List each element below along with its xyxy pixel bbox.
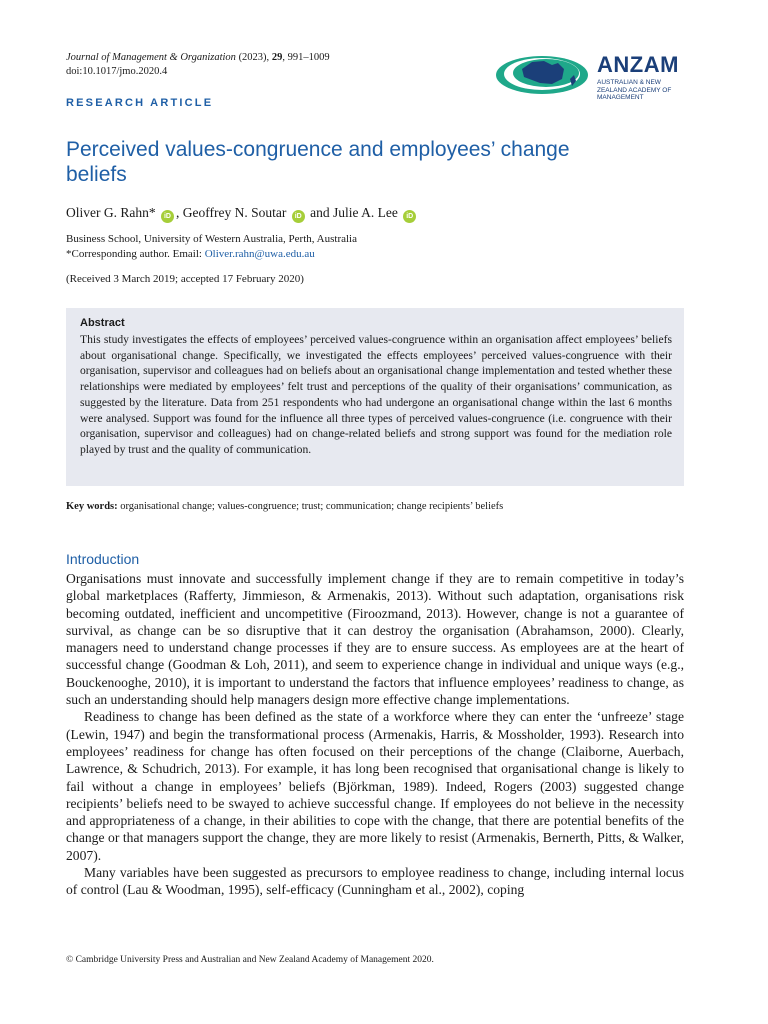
author-3: and Julie A. Lee (306, 205, 398, 220)
introduction-body (66, 570, 684, 899)
orcid-icon[interactable]: iD (292, 210, 305, 223)
article-type: RESEARCH ARTICLE (66, 97, 214, 109)
anzam-logo (494, 52, 684, 101)
corresponding-author (66, 247, 357, 262)
abstract-box (66, 308, 684, 486)
logo-tagline: AUSTRALIAN & NEW ZEALAND ACADEMY OF MANAGEMENT (597, 79, 672, 101)
author-list (66, 205, 418, 223)
journal-volume: 29 (271, 52, 283, 63)
author-2: , Geoffrey N. Soutar (175, 205, 287, 220)
keywords (66, 501, 503, 512)
paragraph: Readiness to change has been defined as the state of a workforce where they can enter the ‘unfreeze’ stage (Lewin, 1947) and begin the transformational process (Armenakis, Harris, & Mossholder, 1993). Research into employees’ readiness for change has often focused on their perceptions of the change (Claiborne, Auerbach, Lawrence, & Schudrich, 2013). For example, it has long been recognised that organisational change is likely to fail without a change in employees’ beliefs (Björkman, 1989). Indeed, Rogers (2003) suggested change recipients’ beliefs need to be swayed to achieve successful change. If employees do not believe in the necessity and appropriateness of a change, in their abilities to cope with the change, that there are potential benefits of the change or that managers support the change, they are more likely to resist (Armenakis, Bernerth, Pitts, & Walker, 2007). (66, 709, 684, 863)
journal-year: (2023), (235, 52, 272, 63)
keywords-list: organisational change; values-congruence; trust; communication; change recipients’ beliefs (117, 501, 504, 512)
corresponding-label: *Corresponding author. Email: (66, 248, 205, 260)
orcid-icon[interactable]: iD (403, 210, 416, 223)
abstract-heading: Abstract (80, 317, 125, 329)
logo-brand: ANZAM (597, 52, 679, 77)
received-dates: (Received 3 March 2019; accepted 17 February 2020) (66, 273, 304, 285)
section-heading-introduction: Introduction (66, 551, 140, 567)
keywords-label: Key words: (66, 501, 118, 512)
author-1: Oliver G. Rahn* (66, 205, 156, 220)
journal-citation (66, 51, 330, 79)
journal-name: Journal of Management & Organization (66, 52, 236, 63)
journal-pages: , 991–1009 (282, 52, 330, 63)
email-link[interactable]: Oliver.rahn@uwa.edu.au (204, 248, 315, 260)
paragraph: Organisations must innovate and successfully implement change if they are to remain competitive in today’s global marketplaces (Rafferty, Jimmieson, & Armenakis, 2013). Without such adaptation, organisations risk becoming outdated, inefficient and uncompetitive (Firoozmand, 2013). However, change is not a guarantee of survival, as change can be so disruptive that it can destroy the organisation (Abrahamson, 2000). Clearly, managers need to understand change processes if they are to ensure success. As employees are at the heart of successful change (Goodman & Loh, 2011), and seem to experience change in individual and unique ways (e.g., Bouckenooghe, 2010), it is important to understand the factors that influence employees’ readiness to change, as such an understanding should help managers design more effective change implementations. (66, 571, 684, 708)
abstract-text: This study investigates the effects of employees’ perceived values-congruence within an organisation affect employees’ beliefs about organisational change. Specifically, we investigated the effects employees’ perceived values-congruence with their organisation, supervisor and colleagues had on beliefs about an organisational change implementation and tested whether these relationships were mediated by employees’ felt trust and perceptions of the quality of their organisations’ communication, as suggested by the literature. Data from 251 respondents who had undergone an organisational change within the last 6 months were analysed. Support was found for the influence all three types of perceived values-congruence (i.e. congruence with their organisation, supervisor and colleagues) had on change-related beliefs and strong support was found for the mediation role played by trust and the quality of communication. (80, 333, 672, 456)
globe-icon (494, 53, 594, 97)
paragraph: Many variables have been suggested as precursors to employee readiness to change, including internal locus of control (Lau & Woodman, 1995), self-efficacy (Cunningham et al., 2002), coping (66, 865, 684, 898)
affiliation-block (66, 232, 357, 262)
affiliation: Business School, University of Western Australia, Perth, Australia (66, 233, 357, 245)
article-title: Perceived values-congruence and employees’ change beliefs (66, 138, 570, 186)
doi[interactable]: doi:10.1017/jmo.2020.4 (66, 66, 168, 77)
copyright-footer: © Cambridge University Press and Australian and New Zealand Academy of Management 2020. (66, 955, 434, 965)
orcid-icon[interactable]: iD (161, 210, 174, 223)
